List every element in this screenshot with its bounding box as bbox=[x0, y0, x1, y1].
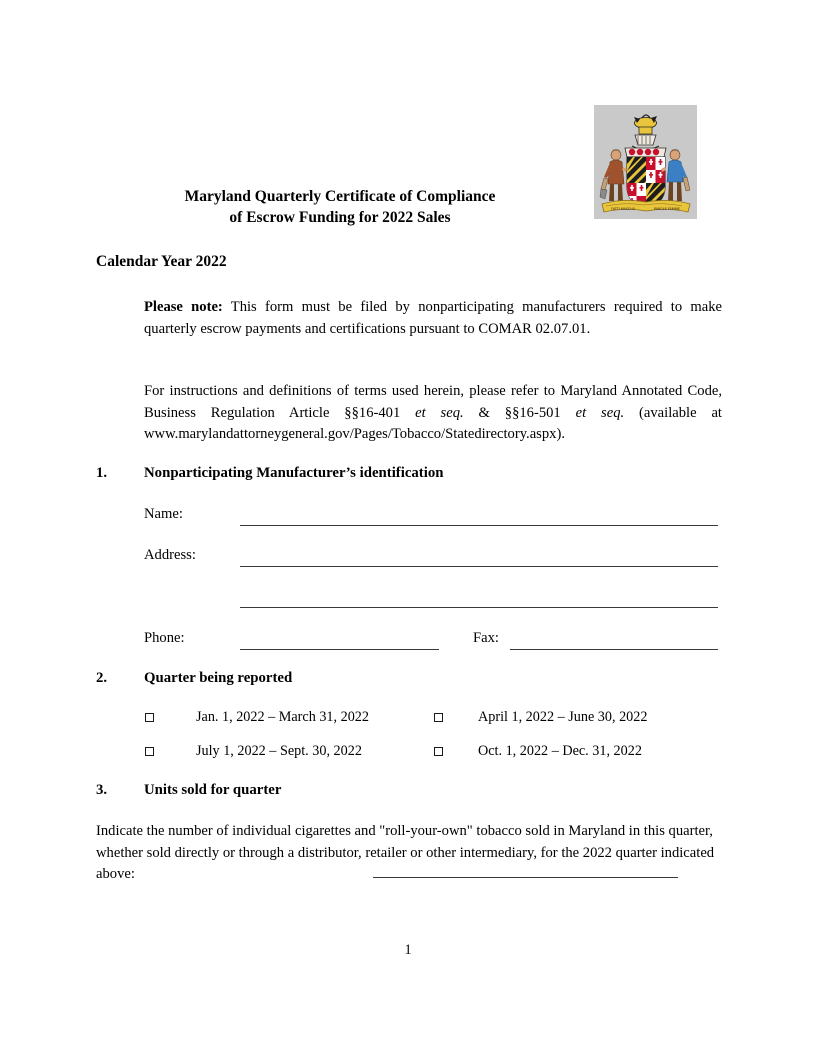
section-2-title: Quarter being reported bbox=[144, 670, 293, 686]
checkbox-quarter-4[interactable] bbox=[434, 747, 443, 756]
label-quarter-4[interactable]: Oct. 1, 2022 – Dec. 31, 2022 bbox=[478, 743, 642, 759]
please-note-body: This form must be filed by nonparticipating manufacturers required to make quarterly escrow payments and certifications pursuant to COMAR 02.07.01. bbox=[144, 299, 722, 337]
phone-label: Phone: bbox=[144, 630, 185, 646]
units-sold-input[interactable] bbox=[373, 877, 678, 878]
instructions-part-1: For instructions and definitions of terms used herein, please refer to Maryland Annotated Code, Business Regulation Article §§16-401 bbox=[144, 383, 722, 421]
instructions-part-3: (available at www.marylandattorneygeneral.gov/Pages/Tobacco/Statedirectory.aspx). bbox=[144, 404, 722, 442]
checkbox-quarter-1[interactable] bbox=[145, 713, 154, 722]
fax-input[interactable] bbox=[510, 649, 718, 650]
calendar-year-heading: Calendar Year 2022 bbox=[96, 253, 227, 270]
section-3-title: Units sold for quarter bbox=[144, 782, 282, 798]
fax-label: Fax: bbox=[473, 630, 499, 646]
please-note-label: Please note: bbox=[144, 299, 223, 315]
name-label: Name: bbox=[144, 506, 183, 522]
title-line-2: of Escrow Funding for 2022 Sales bbox=[229, 209, 451, 226]
instructions-paragraph bbox=[144, 381, 722, 446]
page-title bbox=[96, 186, 584, 228]
section-2-number: 2. bbox=[96, 670, 108, 686]
et-seq-1: et seq. bbox=[415, 404, 464, 421]
address-label: Address: bbox=[144, 547, 196, 563]
svg-text:FATTI MASCHII: FATTI MASCHII bbox=[611, 207, 635, 211]
address-input-line-1[interactable] bbox=[240, 566, 718, 567]
maryland-seal-image bbox=[594, 105, 697, 219]
phone-input[interactable] bbox=[240, 649, 439, 650]
checkbox-quarter-3[interactable] bbox=[145, 747, 154, 756]
checkbox-quarter-2[interactable] bbox=[434, 713, 443, 722]
svg-text:PAROLE FEMINE: PAROLE FEMINE bbox=[653, 207, 681, 211]
label-quarter-1[interactable]: Jan. 1, 2022 – March 31, 2022 bbox=[196, 709, 369, 725]
section-1-number: 1. bbox=[96, 465, 108, 481]
section-1-title: Nonparticipating Manufacturer’s identification bbox=[144, 465, 444, 481]
instructions-part-2: & §§16-501 bbox=[463, 404, 576, 421]
address-input-line-2[interactable] bbox=[240, 607, 718, 608]
page-number: 1 bbox=[404, 942, 412, 958]
et-seq-2: et seq. bbox=[575, 404, 625, 421]
coat-of-arms-icon bbox=[594, 105, 697, 219]
section-2-heading bbox=[96, 670, 292, 687]
label-quarter-2[interactable]: April 1, 2022 – June 30, 2022 bbox=[478, 709, 648, 725]
title-line-1: Maryland Quarterly Certificate of Compliance bbox=[184, 188, 496, 205]
section-3-heading bbox=[96, 782, 281, 799]
please-note-paragraph bbox=[144, 297, 722, 340]
section-1-heading bbox=[96, 465, 443, 482]
units-sold-paragraph: Indicate the number of individual cigarettes and "roll-your-own" tobacco sold in Maryland in this quarter, whether sold directly or through a distributor, retailer or other intermediary, for the 2022 quarter indicated above: bbox=[96, 823, 715, 882]
label-quarter-3[interactable]: July 1, 2022 – Sept. 30, 2022 bbox=[196, 743, 362, 759]
section-3-number: 3. bbox=[96, 782, 108, 798]
name-input[interactable] bbox=[240, 525, 718, 526]
